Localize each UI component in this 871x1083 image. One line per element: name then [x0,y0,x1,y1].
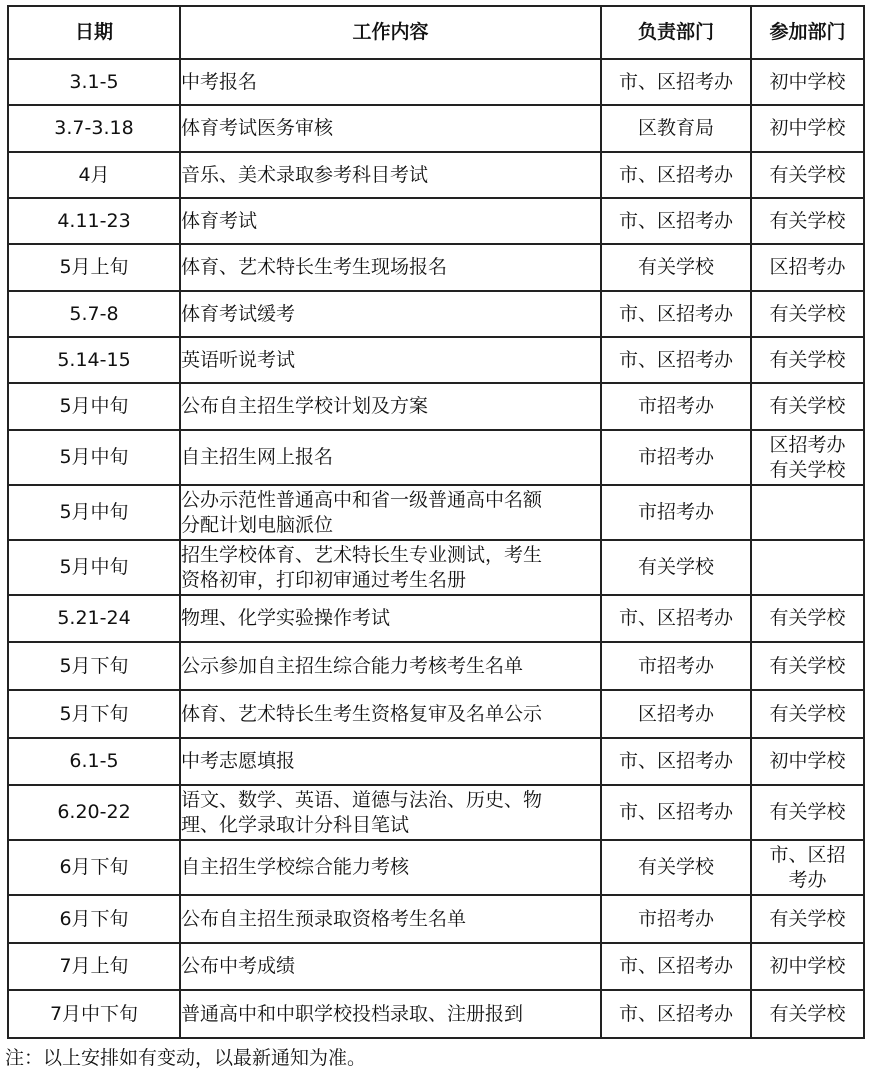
row-date: 6.1-5 [8,738,180,785]
row-participating-dept: 有关学校 [751,152,864,198]
row-content: 中考志愿填报 [180,738,601,785]
row-date: 6.20-22 [8,785,180,840]
row-content: 中考报名 [180,59,601,105]
table-row [8,291,864,337]
row-content: 公布自主招生学校计划及方案 [180,383,601,430]
row-content: 自主招生网上报名 [180,430,601,485]
row-responsible-dept: 市招考办 [601,383,751,430]
row-content: 英语听说考试 [180,337,601,383]
row-participating-dept: 有关学校 [751,291,864,337]
row-participating-dept: 有关学校 [751,595,864,642]
row-date: 5月中旬 [8,540,180,595]
row-participating-dept: 区招考办 有关学校 [751,430,864,485]
table-body [8,59,864,1038]
header-responsible: 负责部门 [601,6,751,59]
row-responsible-dept: 市、区招考办 [601,198,751,244]
row-participating-dept: 有关学校 [751,990,864,1038]
row-participating-dept: 初中学校 [751,105,864,152]
table-row [8,943,864,990]
header-participating: 参加部门 [751,6,864,59]
table-row [8,895,864,943]
row-responsible-dept: 市、区招考办 [601,291,751,337]
row-content: 体育考试缓考 [180,291,601,337]
row-participating-dept [751,540,864,595]
table-row [8,383,864,430]
row-date: 5月下旬 [8,642,180,690]
table-row [8,337,864,383]
row-content: 招生学校体育、艺术特长生专业测试，考生 资格初审，打印初审通过考生名册 [180,540,601,595]
row-date: 4月 [8,152,180,198]
row-responsible-dept: 市、区招考办 [601,738,751,785]
row-participating-dept: 有关学校 [751,642,864,690]
row-content: 体育、艺术特长生考生现场报名 [180,244,601,291]
row-participating-dept: 有关学校 [751,895,864,943]
table-row [8,840,864,895]
row-content: 公布中考成绩 [180,943,601,990]
table-row [8,430,864,485]
row-responsible-dept: 市、区招考办 [601,152,751,198]
row-responsible-dept: 市招考办 [601,485,751,540]
row-participating-dept: 有关学校 [751,690,864,738]
row-date: 5.14-15 [8,337,180,383]
row-participating-dept: 有关学校 [751,785,864,840]
row-responsible-dept: 市招考办 [601,642,751,690]
row-responsible-dept: 市、区招考办 [601,337,751,383]
row-responsible-dept: 市招考办 [601,430,751,485]
row-participating-dept: 初中学校 [751,943,864,990]
row-participating-dept: 有关学校 [751,337,864,383]
row-content: 公布自主招生预录取资格考生名单 [180,895,601,943]
row-date: 4.11-23 [8,198,180,244]
row-responsible-dept: 有关学校 [601,540,751,595]
row-content: 公办示范性普通高中和省一级普通高中名额 分配计划电脑派位 [180,485,601,540]
row-participating-dept: 有关学校 [751,383,864,430]
row-date: 5月上旬 [8,244,180,291]
row-date: 5.7-8 [8,291,180,337]
table-row [8,738,864,785]
row-responsible-dept: 区招考办 [601,690,751,738]
row-date: 5月中旬 [8,485,180,540]
row-responsible-dept: 市招考办 [601,895,751,943]
table-row [8,595,864,642]
row-responsible-dept: 区教育局 [601,105,751,152]
row-responsible-dept: 有关学校 [601,244,751,291]
row-responsible-dept: 有关学校 [601,840,751,895]
row-date: 3.1-5 [8,59,180,105]
row-participating-dept: 初中学校 [751,59,864,105]
row-participating-dept: 市、区招 考办 [751,840,864,895]
row-participating-dept: 初中学校 [751,738,864,785]
row-responsible-dept: 市、区招考办 [601,785,751,840]
row-content: 语文、数学、英语、道德与法治、历史、物 理、化学录取计分科目笔试 [180,785,601,840]
row-date: 7月中下旬 [8,990,180,1038]
row-date: 5.21-24 [8,595,180,642]
table-header-row [8,6,864,59]
footnote: 注：以上安排如有变动，以最新通知为准。 [5,1047,367,1069]
row-participating-dept: 有关学校 [751,198,864,244]
row-content: 体育考试医务审核 [180,105,601,152]
table-row [8,485,864,540]
table-row [8,105,864,152]
row-date: 5月下旬 [8,690,180,738]
row-content: 公示参加自主招生综合能力考核考生名单 [180,642,601,690]
schedule-table [7,5,865,1039]
row-content: 普通高中和中职学校投档录取、注册报到 [180,990,601,1038]
row-responsible-dept: 市、区招考办 [601,990,751,1038]
table-row [8,642,864,690]
table-row [8,59,864,105]
row-date: 5月中旬 [8,383,180,430]
table-row [8,244,864,291]
row-date: 6月下旬 [8,895,180,943]
row-responsible-dept: 市、区招考办 [601,59,751,105]
table-row [8,990,864,1038]
table-row [8,152,864,198]
row-content: 体育考试 [180,198,601,244]
table-row [8,540,864,595]
row-content: 自主招生学校综合能力考核 [180,840,601,895]
row-content: 物理、化学实验操作考试 [180,595,601,642]
row-responsible-dept: 市、区招考办 [601,943,751,990]
row-content: 音乐、美术录取参考科目考试 [180,152,601,198]
row-date: 7月上旬 [8,943,180,990]
header-content: 工作内容 [180,6,601,59]
row-date: 3.7-3.18 [8,105,180,152]
row-date: 6月下旬 [8,840,180,895]
row-content: 体育、艺术特长生考生资格复审及名单公示 [180,690,601,738]
table-row [8,690,864,738]
row-date: 5月中旬 [8,430,180,485]
row-participating-dept: 区招考办 [751,244,864,291]
table-row [8,785,864,840]
table-row [8,198,864,244]
row-participating-dept [751,485,864,540]
row-responsible-dept: 市、区招考办 [601,595,751,642]
header-date: 日期 [8,6,180,59]
